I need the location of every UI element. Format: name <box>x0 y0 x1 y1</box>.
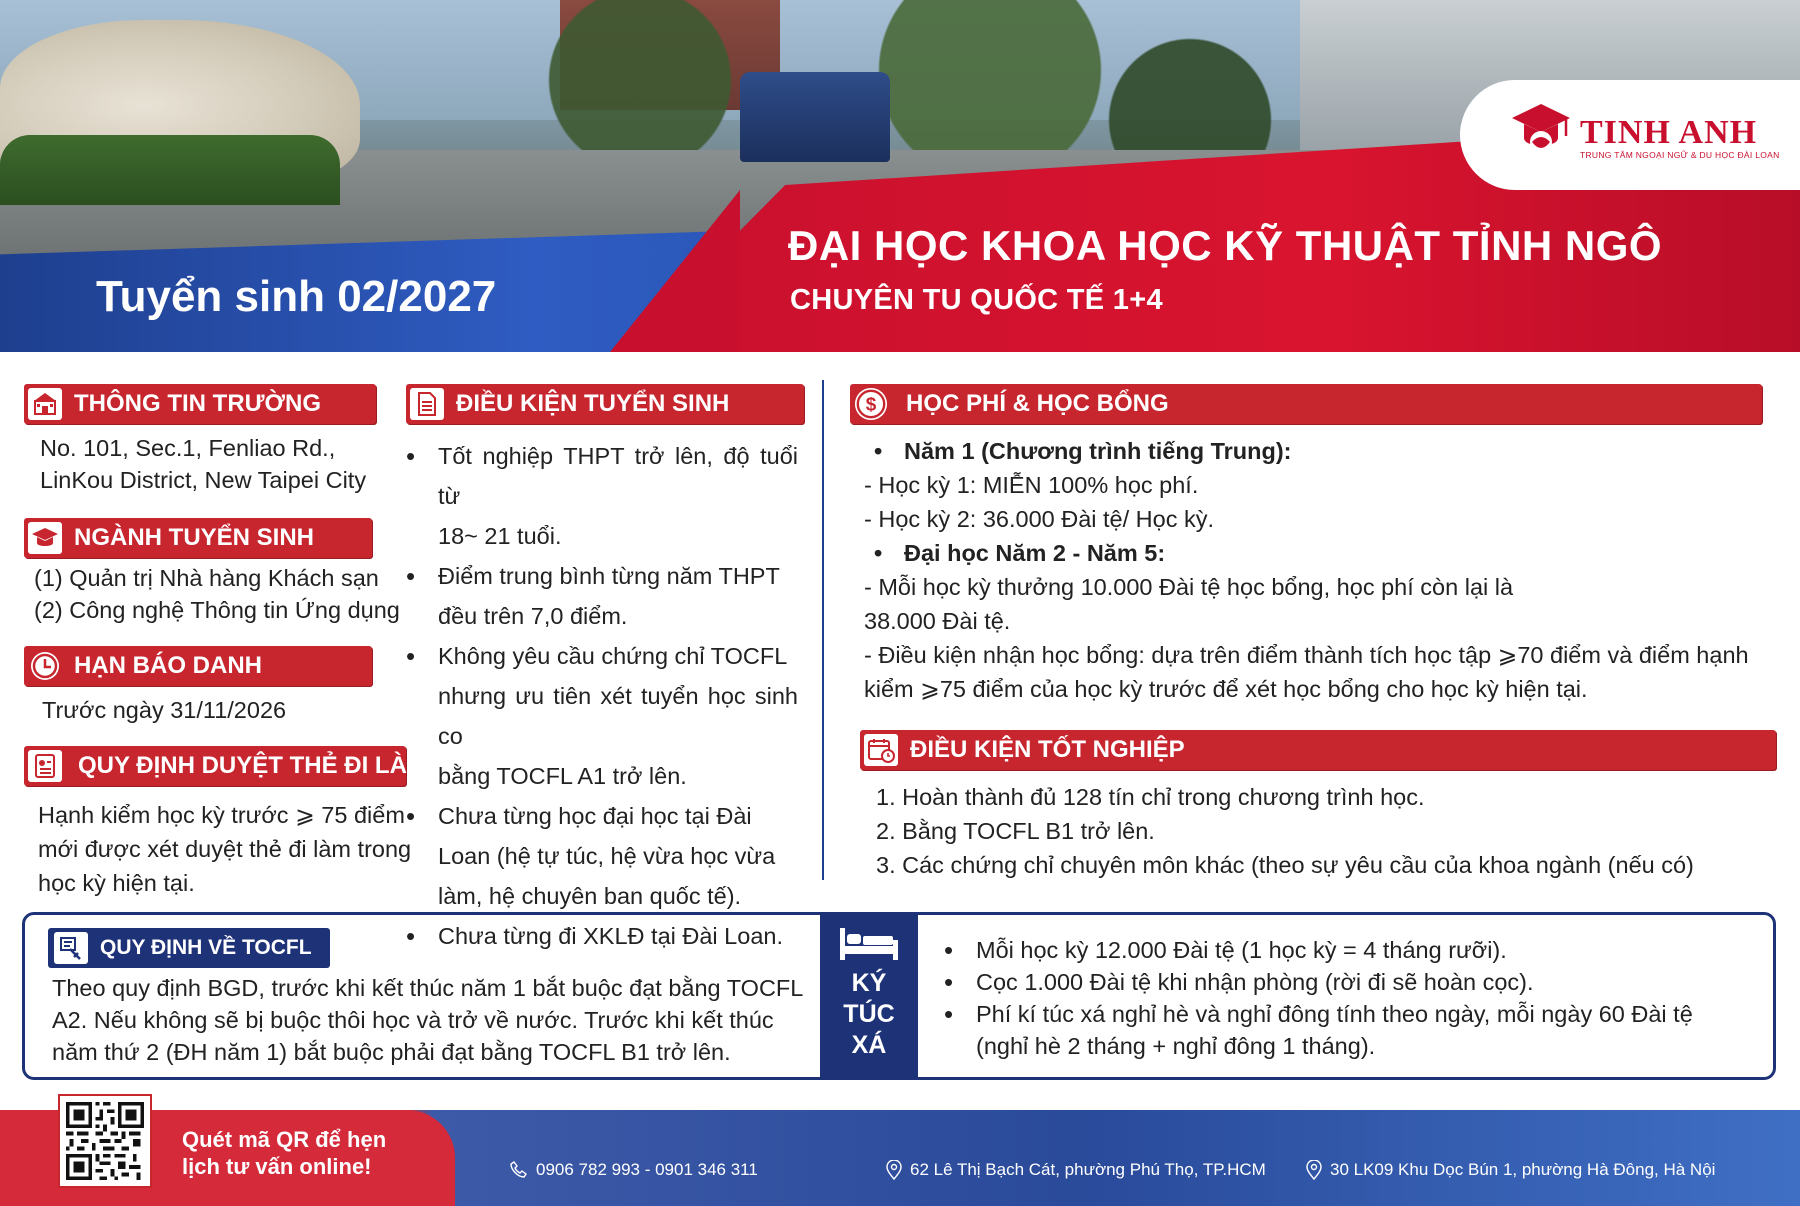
qr-call-to-action: Quét mã QR để hẹn lịch tư vấn online! <box>182 1127 387 1179</box>
tocfl-line: Theo quy định BGD, trước khi kết thúc năm 1 bắt buộc đạt bằng TOCFL <box>52 975 804 1001</box>
admission-item: • Chưa từng học đại học tại Đài Loan (hệ tự túc, hệ vừa học vừa làm, hệ chuyên ban quốc tế). <box>404 796 798 916</box>
footer-address-hcm <box>886 1160 1266 1180</box>
tocfl-line: A2. Nếu không sẽ bị buộc thôi học và trở về nước. Trước khi kết thúc <box>52 1007 774 1033</box>
tocfl-header <box>48 928 330 968</box>
logo-graduation-icon <box>1510 102 1572 160</box>
fees-line: - Mỗi học kỳ thưởng 10.000 Đài tệ học bổng, học phí còn lại là <box>864 574 1514 600</box>
dorm-item: • Phí kí túc xá nghỉ hè và nghỉ đông tính theo ngày, mỗi ngày 60 Đài tệ (nghỉ hè 2 tháng + nghỉ đông 1 tháng). <box>942 998 1693 1062</box>
school-info-header <box>24 384 376 424</box>
work-permit-text <box>38 798 411 900</box>
work-permit-line: học kỳ hiện tại. <box>38 870 195 896</box>
intake-heading: Tuyển sinh 02/2027 <box>96 272 497 321</box>
fees-line: - Học kỳ 1: MIỄN 100% học phí. <box>864 472 1199 498</box>
deadline-header <box>24 646 372 686</box>
bed-icon <box>838 922 900 962</box>
id-card-icon <box>28 750 62 782</box>
address-hcm-text: 62 Lê Thị Bạch Cát, phường Phú Thọ, TP.HCM <box>910 1160 1266 1179</box>
majors-title: NGÀNH TUYỂN SINH <box>74 524 315 551</box>
calendar-icon <box>864 734 898 766</box>
graduation-header <box>860 730 1776 770</box>
graduation-cap-icon <box>28 522 62 554</box>
admission-item: • Tốt nghiệp THPT trở lên, độ tuổi từ 18~ 21 tuổi. <box>404 436 798 556</box>
phone-icon <box>510 1161 528 1179</box>
deadline-text: Trước ngày 31/11/2026 <box>42 697 287 723</box>
admission-header <box>406 384 804 424</box>
admission-list <box>404 436 798 956</box>
fees-content <box>864 434 1749 706</box>
address-hn-text: 30 LK09 Khu Dọc Bún 1, phường Hà Đông, Hà Nội <box>1330 1160 1716 1179</box>
banner-bus <box>740 72 890 162</box>
clock-icon <box>28 650 62 682</box>
program-subtitle: CHUYÊN TU QUỐC TẾ 1+4 <box>790 284 1163 316</box>
dorm-list <box>942 934 1693 1062</box>
dorm-item: • Mỗi học kỳ 12.000 Đài tệ (1 học kỳ = 4 tháng rưỡi). <box>942 934 1693 966</box>
certificate-icon <box>54 932 88 964</box>
logo-tagline: TRUNG TÂM NGOẠI NGỮ & DU HỌC ĐÀI LOAN <box>1580 150 1780 160</box>
admission-item: • Chưa từng đi XKLĐ tại Đài Loan. <box>404 916 798 956</box>
deadline-title: HẠN BÁO DANH <box>74 652 262 679</box>
tocfl-text <box>52 972 803 1068</box>
tocfl-line: năm thứ 2 (ĐH năm 1) bắt buộc phải đạt bằng TOCFL B1 trở lên. <box>52 1039 731 1065</box>
footer-phone[interactable] <box>510 1160 758 1180</box>
phone-numbers: 0906 782 993 - 0901 346 311 <box>536 1160 758 1179</box>
major-item: (2) Công nghệ Thông tin Ứng dụng <box>34 597 400 623</box>
work-permit-line: Hạnh kiểm học kỳ trước ⩾ 75 điểm <box>38 802 405 828</box>
work-permit-title: QUY ĐỊNH DUYỆT THẺ ĐI LÀM <box>78 752 427 779</box>
address-line: No. 101, Sec.1, Fenliao Rd., <box>40 435 336 461</box>
graduation-item: 2. Bằng TOCFL B1 trở lên. <box>876 818 1155 844</box>
dorm-item: • Cọc 1.000 Đài tệ khi nhận phòng (rời đi sẽ hoàn cọc). <box>942 966 1693 998</box>
column-divider <box>822 380 824 880</box>
location-pin-icon <box>886 1160 902 1180</box>
tocfl-title: QUY ĐỊNH VỀ TOCFL <box>100 936 312 959</box>
university-title: ĐẠI HỌC KHOA HỌC KỸ THUẬT TỈNH NGÔ <box>788 222 1663 269</box>
graduation-item: 3. Các chứng chỉ chuyên môn khác (theo sự yêu cầu của khoa ngành (nếu có) <box>876 852 1694 878</box>
address-line: LinKou District, New Taipei City <box>40 467 367 493</box>
fees-line: - Điều kiện nhận học bổng: dựa trên điểm thành tích học tập ⩾70 điểm và điểm hạnh <box>864 642 1749 668</box>
fees-line: 38.000 Đài tệ. <box>864 608 1011 634</box>
majors-header <box>24 518 372 558</box>
graduation-list <box>876 780 1694 882</box>
school-icon <box>28 388 62 420</box>
qr-code[interactable] <box>58 1094 152 1188</box>
document-icon <box>410 388 444 420</box>
fees-header <box>850 384 1762 424</box>
svg-text:$: $ <box>865 394 877 416</box>
fees-title: HỌC PHÍ & HỌC BỔNG <box>906 390 1169 417</box>
graduation-title: ĐIỀU KIỆN TỐT NGHIỆP <box>910 736 1185 763</box>
admission-item: • Điểm trung bình từng năm THPT đều trên 7,0 điểm. <box>404 556 798 636</box>
banner-hedge <box>0 135 340 205</box>
graduation-item: 1. Hoàn thành đủ 128 tín chỉ trong chương trình học. <box>876 784 1425 810</box>
footer-address-hn <box>1306 1160 1715 1180</box>
location-pin-icon <box>1306 1160 1322 1180</box>
majors-list <box>34 562 400 626</box>
school-info-title: THÔNG TIN TRƯỜNG <box>74 390 322 417</box>
admission-item: • Không yêu cầu chứng chỉ TOCFL nhưng ưu tiên xét tuyển học sinh co bằng TOCFL A1 trở lên. <box>404 636 798 796</box>
fees-line: kiểm ⩾75 điểm của học kỳ trước để xét học bổng cho học kỳ hiện tại. <box>864 676 1588 702</box>
fees-year2-heading: • Đại học Năm 2 - Năm 5: <box>874 540 1166 566</box>
dorm-label: KÝ TÚC XÁ <box>843 969 895 1059</box>
fees-year1-heading: • Năm 1 (Chương trình tiếng Trung): <box>874 438 1292 464</box>
dollar-icon <box>854 388 888 420</box>
logo-name: TINH ANH <box>1580 114 1758 151</box>
work-permit-header <box>24 746 427 786</box>
qr-code-icon <box>66 1102 144 1180</box>
school-address <box>40 432 366 496</box>
major-item: (1) Quản trị Nhà hàng Khách sạn <box>34 565 379 591</box>
work-permit-line: mới được xét duyệt thẻ đi làm trong <box>38 836 412 862</box>
admission-title: ĐIỀU KIỆN TUYỂN SINH <box>456 390 730 417</box>
fees-line: - Học kỳ 2: 36.000 Đài tệ/ Học kỳ. <box>864 506 1215 532</box>
